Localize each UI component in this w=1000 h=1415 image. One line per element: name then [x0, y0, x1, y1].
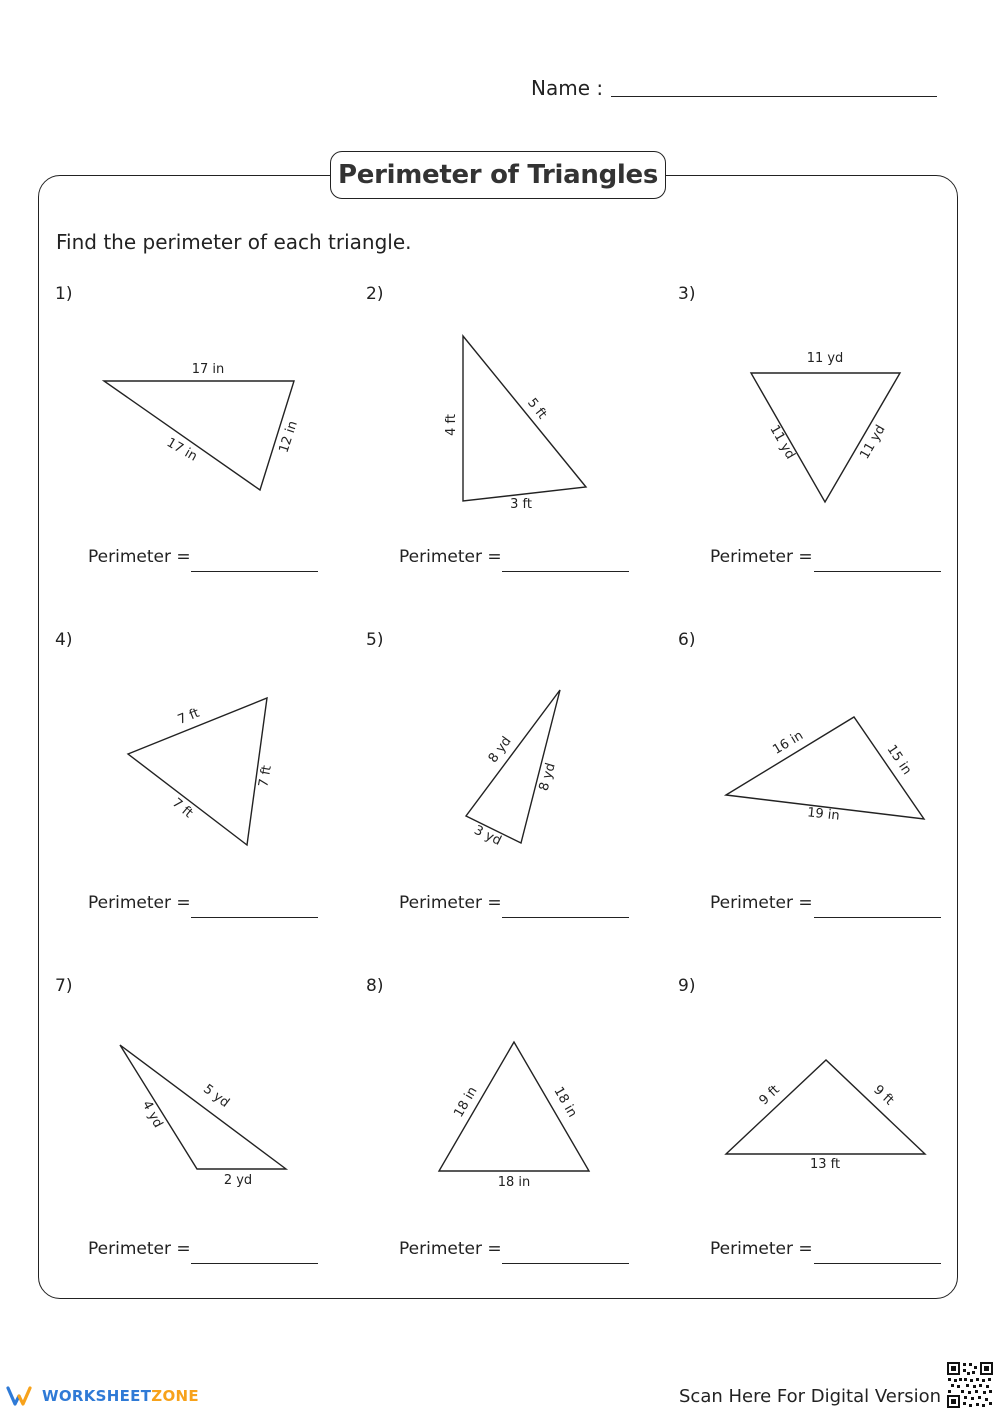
logo-text-worksheet: WORKSHEET [42, 1387, 152, 1405]
side-label: 16 in [770, 728, 807, 758]
qr-code-icon[interactable] [946, 1361, 994, 1409]
side-label: 7 ft [256, 764, 275, 789]
triangle-shape [463, 336, 586, 501]
worksheetzone-logo-icon [6, 1384, 38, 1408]
logo-text-zone: ZONE [151, 1387, 199, 1405]
answer-line[interactable] [502, 571, 629, 572]
triangle-shape [726, 717, 924, 819]
side-label: 8 yd [536, 761, 559, 793]
perimeter-label: Perimeter = [399, 893, 502, 913]
answer-line[interactable] [191, 571, 318, 572]
side-label: 3 yd [471, 822, 504, 849]
triangle-figure [400, 1020, 660, 1230]
side-label: 13 ft [809, 1157, 841, 1172]
answer-line[interactable] [502, 917, 629, 918]
answer-line[interactable] [814, 1263, 941, 1264]
side-label: 2 yd [223, 1173, 253, 1188]
side-label: 4 ft [444, 414, 459, 436]
side-label: 7 ft [169, 795, 196, 822]
side-label: 9 ft [756, 1082, 783, 1109]
page-title: Perimeter of Triangles [337, 160, 658, 190]
problem-number: 4) [55, 630, 73, 650]
perimeter-label: Perimeter = [399, 547, 502, 567]
side-label: 18 in [451, 1084, 481, 1121]
side-label: 4 yd [138, 1098, 166, 1131]
triangle-shape [104, 381, 294, 490]
answer-line[interactable] [191, 917, 318, 918]
side-label: 11 yd [806, 351, 844, 366]
perimeter-label: Perimeter = [399, 1239, 502, 1259]
triangle-figure [80, 1020, 340, 1230]
triangle-figure [700, 340, 960, 550]
triangle-shape [726, 1060, 925, 1154]
perimeter-label: Perimeter = [88, 1239, 191, 1259]
perimeter-label: Perimeter = [710, 547, 813, 567]
problem-number: 8) [366, 976, 384, 996]
triangle-figure [80, 680, 340, 890]
answer-line[interactable] [191, 1263, 318, 1264]
side-label: 15 in [883, 742, 915, 778]
problem-number: 9) [678, 976, 696, 996]
instructions: Find the perimeter of each triangle. [56, 230, 412, 254]
side-label: 11 yd [857, 422, 889, 462]
side-label: 5 ft [524, 395, 550, 423]
brand-logo[interactable] [6, 1384, 199, 1408]
perimeter-label: Perimeter = [710, 1239, 813, 1259]
side-label: 11 yd [766, 422, 798, 462]
perimeter-label: Perimeter = [88, 547, 191, 567]
name-line[interactable] [611, 96, 937, 97]
title-box [330, 151, 666, 199]
side-label: 8 yd [485, 734, 515, 766]
problem-number: 1) [55, 284, 73, 304]
side-label: 18 in [550, 1084, 580, 1121]
side-label: 17 in [163, 435, 200, 465]
answer-line[interactable] [814, 917, 941, 918]
side-label: 9 ft [870, 1082, 897, 1109]
problem-number: 5) [366, 630, 384, 650]
triangle-figure [400, 670, 660, 880]
side-label: 7 ft [175, 705, 202, 728]
side-label: 5 yd [200, 1081, 232, 1111]
problem-number: 6) [678, 630, 696, 650]
name-label: Name : [531, 76, 604, 100]
triangle-figure [80, 340, 340, 550]
answer-line[interactable] [502, 1263, 629, 1264]
side-label: 3 ft [510, 497, 532, 512]
perimeter-label: Perimeter = [710, 893, 813, 913]
answer-line[interactable] [814, 571, 941, 572]
side-label: 19 in [806, 805, 841, 824]
triangle-figure [700, 680, 960, 890]
side-label: 17 in [191, 362, 225, 377]
problem-number: 7) [55, 976, 73, 996]
triangle-figure [700, 1020, 960, 1230]
side-label: 12 in [276, 419, 301, 455]
triangle-figure [400, 320, 660, 530]
side-label: 18 in [497, 1175, 531, 1190]
problem-number: 3) [678, 284, 696, 304]
perimeter-label: Perimeter = [88, 893, 191, 913]
scan-text: Scan Here For Digital Version [679, 1386, 942, 1407]
problem-number: 2) [366, 284, 384, 304]
